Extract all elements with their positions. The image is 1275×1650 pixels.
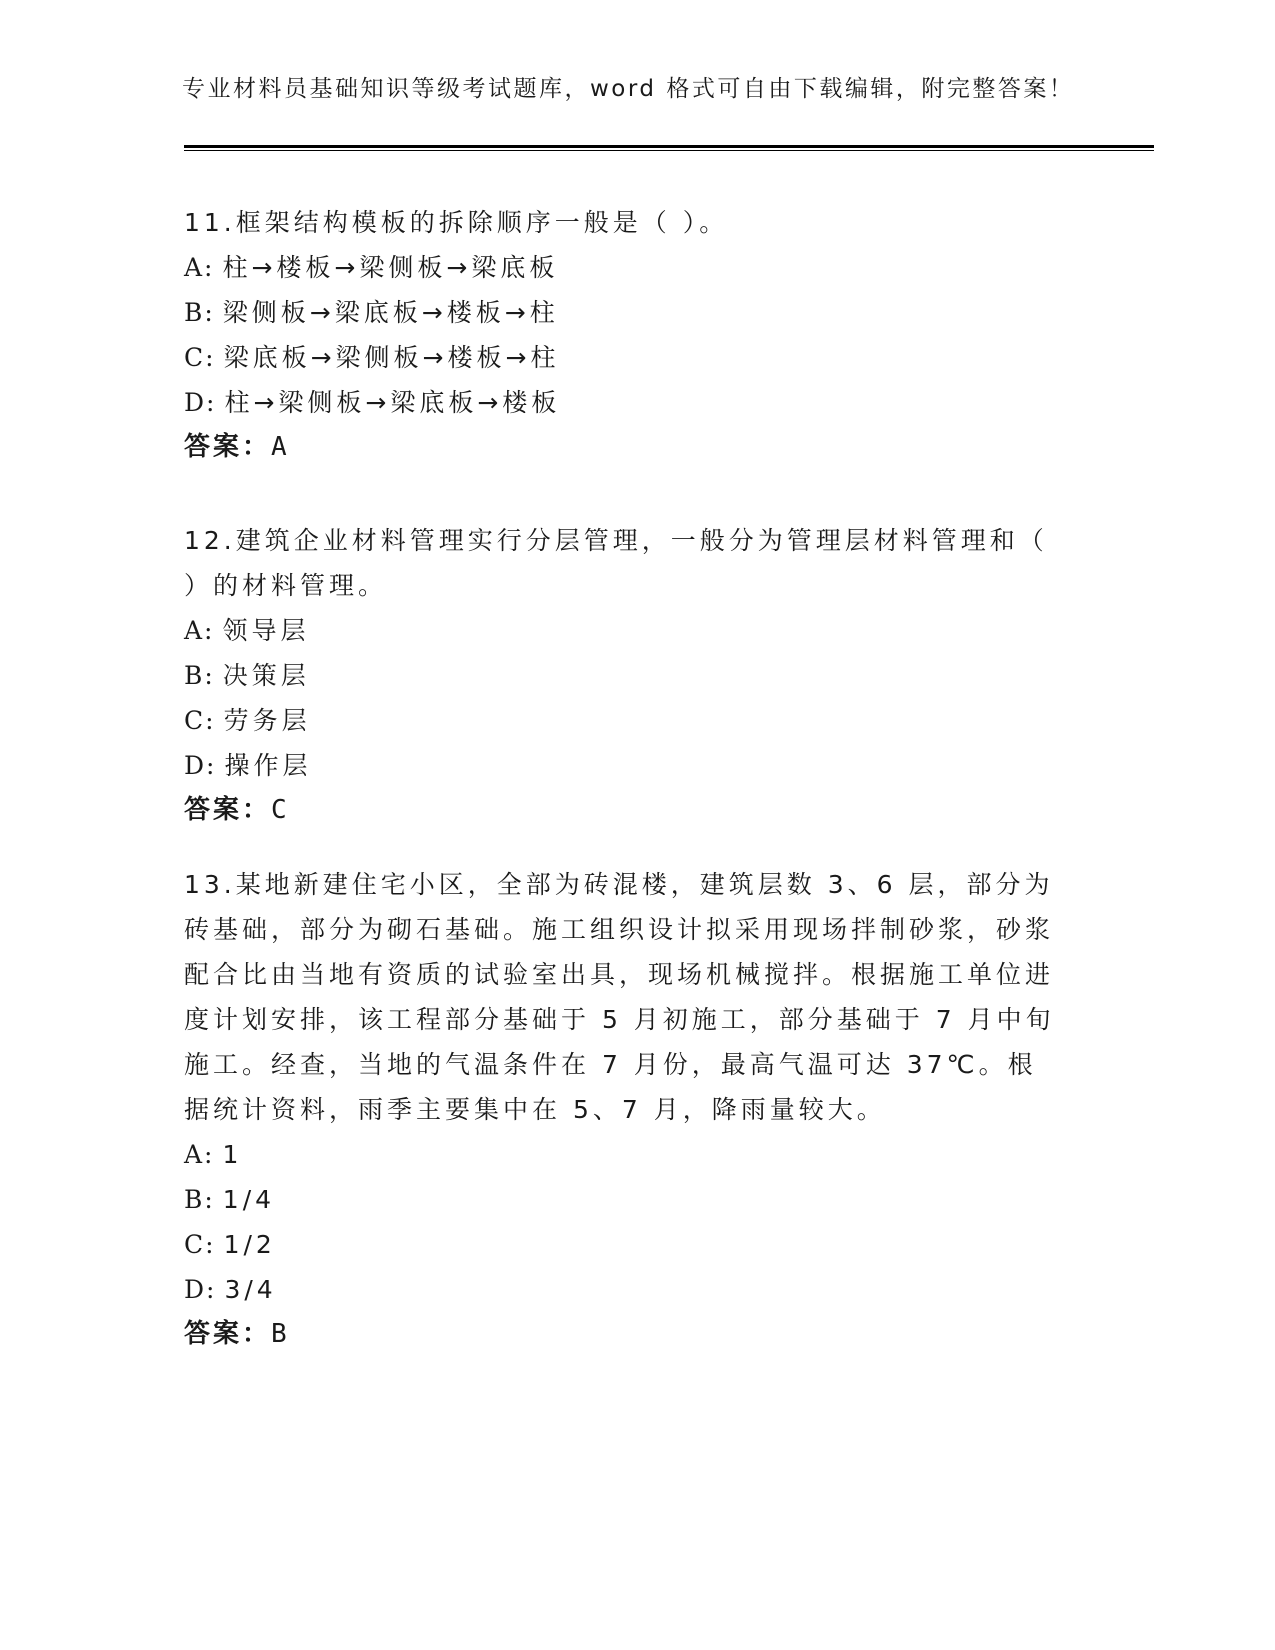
- page-header: 专业材料员基础知识等级考试题库，word 格式可自由下载编辑，附完整答案！: [182, 76, 1075, 102]
- option-text: 领导层: [222, 616, 310, 645]
- option-letter: A:: [184, 253, 215, 282]
- option-letter: A:: [184, 1140, 215, 1169]
- header-rule-thin: [184, 150, 1154, 151]
- option-a: [184, 245, 1064, 290]
- option-b: [184, 653, 1064, 698]
- option-text: 1/2: [223, 1230, 276, 1259]
- option-d: [184, 380, 1064, 425]
- option-d: [184, 743, 1064, 788]
- option-b: [184, 1177, 1064, 1222]
- answer-label: 答案：: [184, 1319, 272, 1349]
- option-letter: D:: [184, 1275, 217, 1304]
- option-letter: C:: [184, 343, 216, 372]
- answer-value: A: [271, 432, 288, 462]
- question-stem: 13.某地新建住宅小区，全部为砖混楼，建筑层数 3、6 层，部分为砖基础，部分为砌石基础。施工组织设计拟采用现场拌制砂浆，砂浆配合比由当地有资质的试验室出具，现场机械搅拌。根据施工单位进度计划安排，该工程部分基础于 5 月初施工，部分基础于 7 月中旬施工。经查，当地的气温条件在 7 月份，最高气温可达 37℃。根据统计资料，雨季主要集中在 5、7 月，降雨量较大。: [184, 870, 1055, 1124]
- option-text: 1/4: [222, 1185, 276, 1214]
- option-letter: C:: [184, 1230, 216, 1259]
- answer-value: C: [271, 795, 288, 825]
- option-text: 3/4: [224, 1275, 277, 1304]
- option-letter: B:: [184, 1185, 215, 1214]
- option-a: [184, 1132, 1064, 1177]
- question-12: [184, 518, 1064, 833]
- option-text: 决策层: [222, 661, 310, 690]
- option-letter: D:: [184, 388, 217, 417]
- option-text: 操作层: [224, 751, 312, 780]
- option-letter: B:: [184, 298, 215, 327]
- answer-label: 答案：: [184, 432, 272, 462]
- option-text: 梁底板→梁侧板→楼板→柱: [223, 343, 560, 372]
- option-c: [184, 698, 1064, 743]
- option-text: 劳务层: [223, 706, 311, 735]
- question-stem: 12.建筑企业材料管理实行分层管理，一般分为管理层材料管理和（ ）的材料管理。: [184, 526, 1048, 600]
- option-d: [184, 1267, 1064, 1312]
- header-rule-thick: [184, 145, 1154, 148]
- option-text: 梁侧板→梁底板→楼板→柱: [222, 298, 559, 327]
- option-text: 柱→梁侧板→梁底板→楼板: [224, 388, 561, 417]
- answer-line: [184, 1312, 1064, 1357]
- option-a: [184, 608, 1064, 653]
- option-c: [184, 335, 1064, 380]
- option-letter: C:: [184, 706, 216, 735]
- option-text: 柱→楼板→梁侧板→梁底板: [222, 253, 559, 282]
- option-c: [184, 1222, 1064, 1267]
- option-letter: B:: [184, 661, 215, 690]
- option-letter: A:: [184, 616, 215, 645]
- question-11: [184, 200, 1064, 470]
- answer-value: B: [271, 1319, 288, 1349]
- option-letter: D:: [184, 751, 217, 780]
- answer-label: 答案：: [184, 795, 272, 825]
- question-13: [184, 862, 1064, 1357]
- option-text: 1: [222, 1140, 243, 1169]
- answer-line: [184, 425, 1064, 470]
- option-b: [184, 290, 1064, 335]
- answer-line: [184, 788, 1064, 833]
- question-stem: 11.框架结构模板的拆除顺序一般是（ ）。: [184, 208, 729, 237]
